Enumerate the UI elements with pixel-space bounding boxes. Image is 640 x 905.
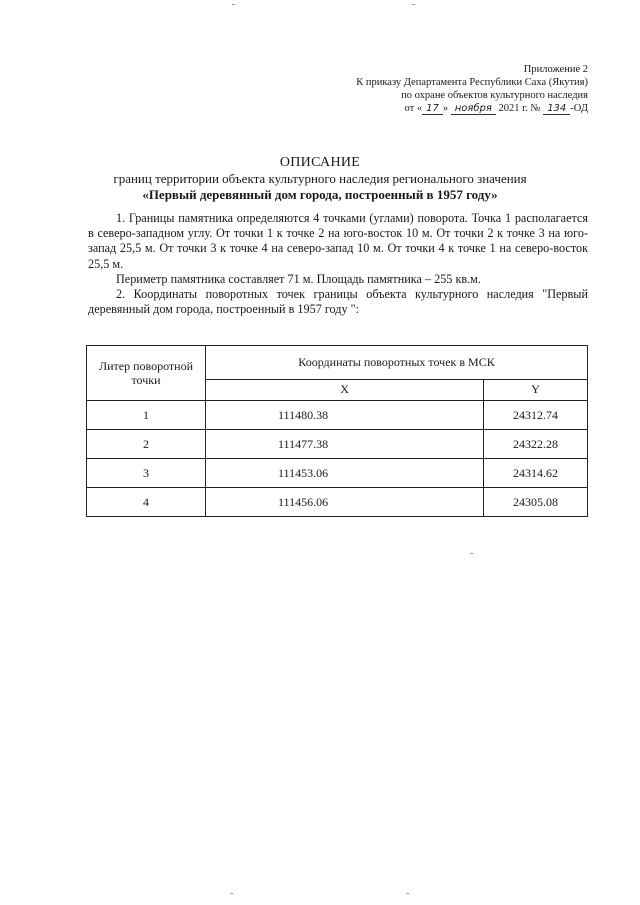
point-cell: 2 xyxy=(87,430,206,459)
title-heading: ОПИСАНИЕ xyxy=(279,155,361,170)
scan-mark xyxy=(412,4,415,5)
scan-mark xyxy=(232,4,235,5)
order-suffix: -ОД xyxy=(570,103,588,114)
order-department: по охране объектов культурного наследия xyxy=(401,90,588,101)
order-year: 2021 г. № xyxy=(498,103,541,114)
scan-mark xyxy=(230,893,233,894)
order-day: 17 xyxy=(422,103,443,115)
point-cell: 1 xyxy=(87,401,206,430)
title-subtitle: границ территории объекта культурного наследия регионального значения xyxy=(113,171,527,186)
date-quote-close: » xyxy=(442,103,449,114)
x-cell xyxy=(206,459,484,488)
point-cell: 4 xyxy=(87,488,206,517)
table-row xyxy=(87,401,588,430)
y-cell: 24305.08 xyxy=(484,488,588,517)
table-header-row xyxy=(87,346,588,380)
scan-mark xyxy=(406,893,409,894)
order-date-line xyxy=(356,102,588,115)
header-point-letter: Литер поворотной точки xyxy=(87,346,206,401)
perimeter-area: Периметр памятника составляет 71 м. Площадь памятника – 255 кв.м. xyxy=(116,271,481,286)
order-number: 134 xyxy=(543,103,570,115)
document-title xyxy=(0,154,640,203)
order-month: ноября xyxy=(451,103,496,115)
x-value: 111480.38 xyxy=(278,407,329,422)
description-body xyxy=(88,211,588,317)
header-x: X xyxy=(206,379,484,400)
table-row xyxy=(87,488,588,517)
x-cell xyxy=(206,430,484,459)
y-cell: 24312.74 xyxy=(484,401,588,430)
x-value: 111456.06 xyxy=(278,494,329,509)
header-y: Y xyxy=(484,379,588,400)
boundary-description: 1. Границы памятника определяются 4 точками (углами) поворота. Точка 1 располагается в северо-западном углу. От точки 1 к точке 2 на юго-восток 10 м. От точки 2 к точке 3 на юго-запад 25,5 м. От точки 3 к точке 4 на северо-запад 10 м. От точки 4 к точке 1 на северо-восток 25,5 м. xyxy=(88,211,588,271)
order-reference: К приказу Департамента Республики Саха (Якутия) xyxy=(356,77,588,88)
coordinates-intro: 2. Координаты поворотных точек границы объекта культурного наследия "Первый деревянный дом города, построенный в 1957 году ": xyxy=(88,287,588,317)
x-cell xyxy=(206,488,484,517)
appendix-number: Приложение 2 xyxy=(523,64,588,75)
scan-mark xyxy=(470,553,473,554)
point-cell: 3 xyxy=(87,459,206,488)
x-cell xyxy=(206,401,484,430)
table-row xyxy=(87,459,588,488)
x-value: 111477.38 xyxy=(278,436,329,451)
date-prefix: от « xyxy=(404,103,423,114)
y-cell: 24322.28 xyxy=(484,430,588,459)
header-coordinates: Координаты поворотных точек в МСК xyxy=(206,346,588,380)
object-name: «Первый деревянный дом города, построенный в 1957 году» xyxy=(142,187,498,202)
appendix-header xyxy=(356,63,588,115)
coordinates-table xyxy=(86,345,588,517)
table-row xyxy=(87,430,588,459)
y-cell: 24314.62 xyxy=(484,459,588,488)
x-value: 111453.06 xyxy=(278,465,329,480)
